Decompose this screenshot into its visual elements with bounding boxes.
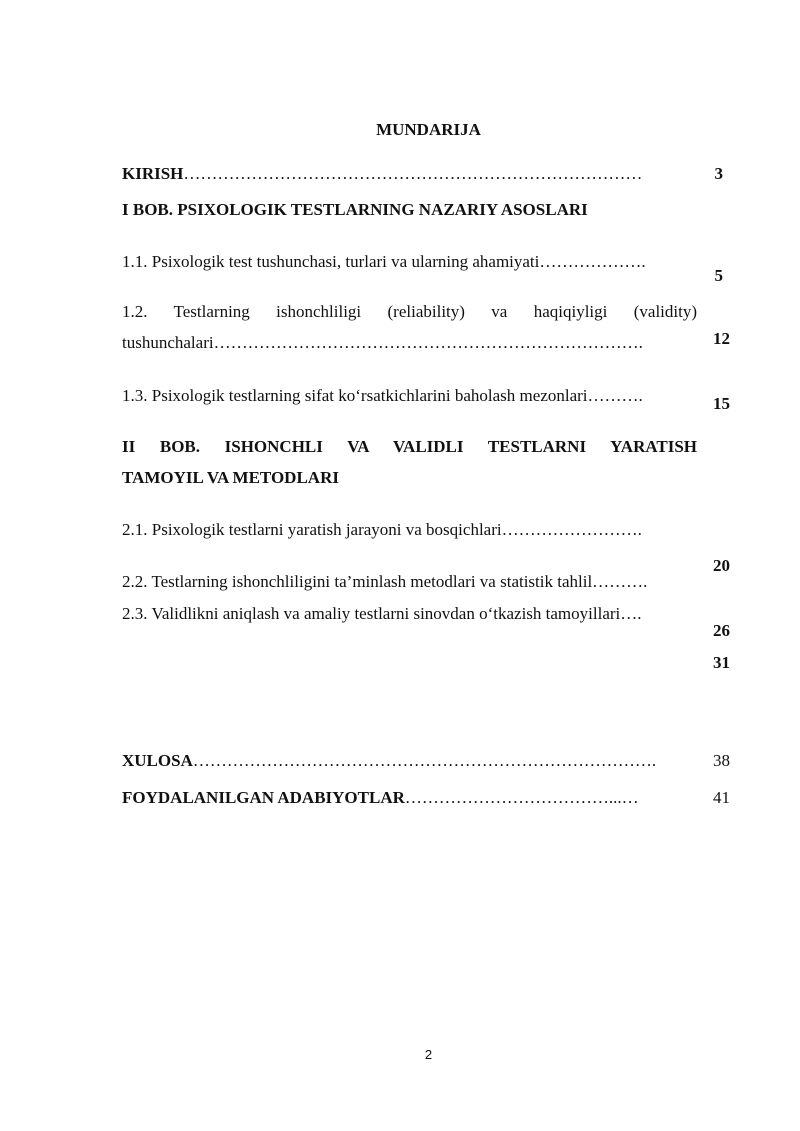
toc-entry-1-2-line2: tushunchalari………………………………………………………………….: [122, 333, 643, 352]
toc-entry-kirish: [122, 164, 642, 184]
toc-entry-xulosa: [122, 751, 656, 771]
toc-page-number: 31: [713, 653, 730, 672]
toc-title: MUNDARIJA: [376, 120, 481, 139]
page-number-footer: 2: [424, 1047, 433, 1062]
toc-page-number: 15: [713, 394, 730, 413]
toc-entry-1-3: 1.3. Psixologik testlarning sifat ko‘rsatkichlarini baholash mezonlari……….: [122, 386, 643, 405]
toc-page-number: 5: [714, 266, 723, 285]
toc-entry-1-2-line1: 1.2. Testlarning ishonchliligi (reliability) va haqiqiyligi (validity): [122, 302, 697, 321]
toc-page-number: 20: [713, 556, 730, 575]
chapter-heading-2-line1: II BOB. ISHONCHLI VA VALIDLI TESTLARNI YARATISH: [122, 437, 697, 456]
toc-leader-dots: ………………………………...…: [404, 788, 639, 807]
chapter-heading-2-line2: TAMOYIL VA METODLARI: [122, 468, 339, 487]
toc-page-number: 41: [713, 788, 730, 807]
toc-page-number: 38: [713, 751, 730, 770]
toc-entry-adabiyotlar: [122, 788, 639, 808]
toc-page-number: 26: [713, 621, 730, 640]
toc-entry-label: XULOSA: [122, 751, 193, 770]
toc-entry-2-3: 2.3. Validlikni aniqlash va amaliy testlarni sinovdan o‘tkazish tamoyillari….: [122, 604, 642, 623]
toc-leader-dots: ……………………………………………………………………….: [192, 751, 657, 770]
toc-entry-label: KIRISH: [122, 164, 184, 183]
chapter-heading-1: I BOB. PSIXOLOGIK TESTLARNING NAZARIY ASOSLARI: [122, 200, 588, 219]
toc-leader-dots: ………………………………………………………………………: [183, 164, 643, 183]
toc-entry-2-2: 2.2. Testlarning ishonchliligini ta’minlash metodlari va statistik tahlil……….: [122, 572, 648, 591]
toc-entry-1-1: 1.1. Psixologik test tushunchasi, turlari va ularning ahamiyati……………….: [122, 252, 646, 271]
toc-page-number: 3: [714, 164, 723, 183]
toc-entry-label: FOYDALANILGAN ADABIYOTLAR: [122, 788, 405, 807]
toc-entry-2-1: 2.1. Psixologik testlarni yaratish jarayoni va bosqichlari…………………….: [122, 520, 642, 539]
toc-page-number: 12: [713, 329, 730, 348]
